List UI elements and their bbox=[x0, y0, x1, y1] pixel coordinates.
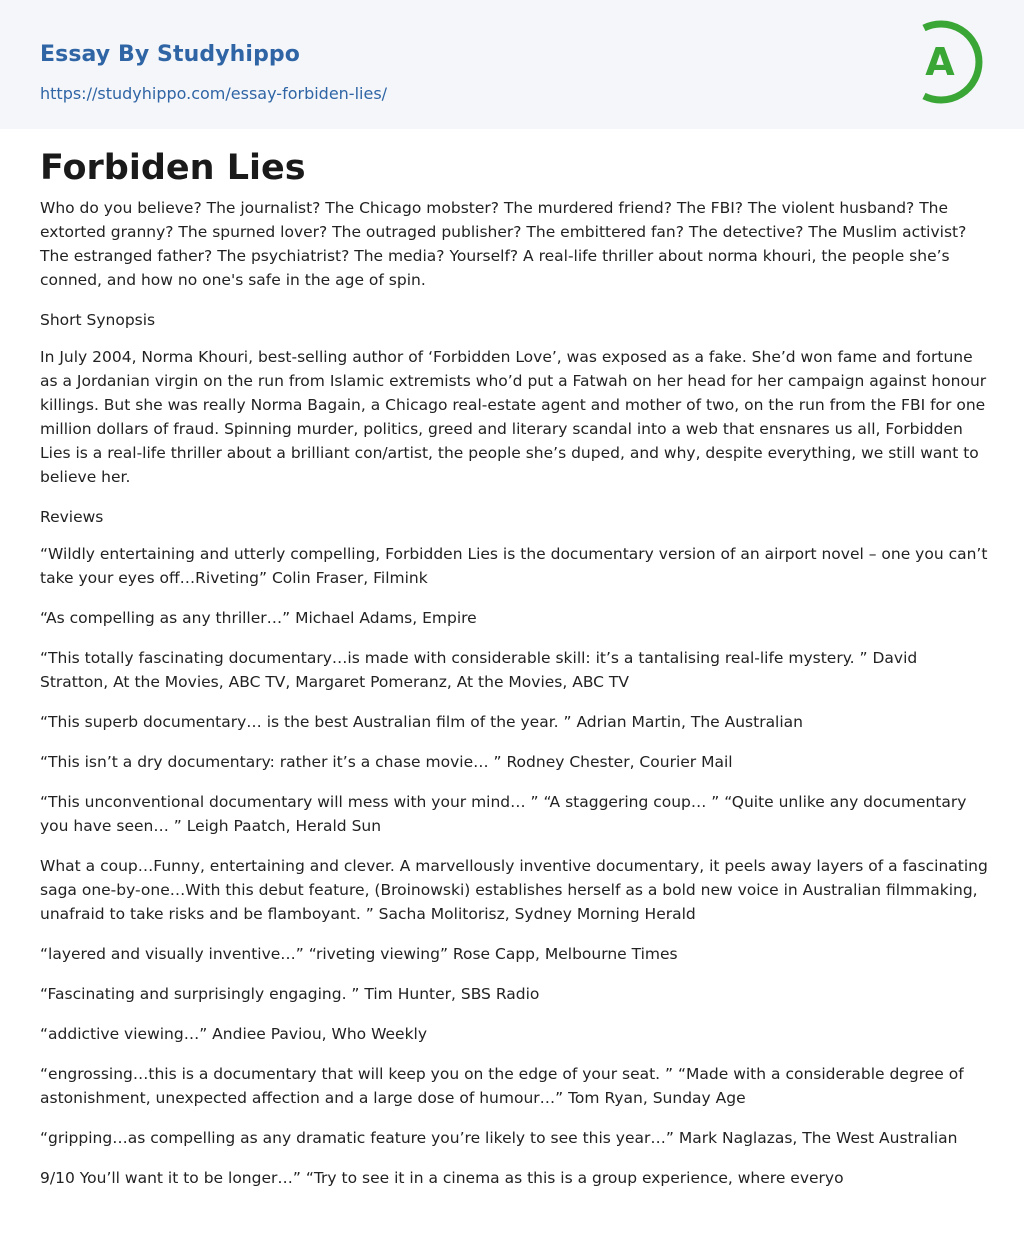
review-paragraph: “Wildly entertaining and utterly compelling, Forbidden Lies is the documentary version of an airport novel – one you can’t take your eyes off…Riveting” Colin Fraser, Filmink bbox=[40, 545, 988, 587]
review-paragraph: “Fascinating and surprisingly engaging. ” Tim Hunter, SBS Radio bbox=[40, 985, 540, 1003]
review-paragraph: “engrossing…this is a documentary that will keep you on the edge of your seat. ” “Made with a considerable degree of astonishment, unexpected affection and a large dose of humour…” Tom Ryan, Sunday Age bbox=[40, 1065, 964, 1107]
synopsis-paragraph: In July 2004, Norma Khouri, best-selling author of ‘Forbidden Love’, was exposed as a fake. She’d won fame and fortune as a Jordanian virgin on the run from Islamic extremists who’d put a Fatwah on her head for her campaign against honour killings. But she was really Norma Bagain, a Chicago real-estate agent and mother of two, on the run from the FBI for one million dollars of fraud. Spinning murder, politics, greed and literary scandal into a web that ensnares us all, Forbidden Lies is a real-life thriller about a brilliant con/artist, the people she’s duped, and why, despite everything, we still want to believe her. bbox=[40, 348, 987, 486]
synopsis-heading: Short Synopsis bbox=[40, 311, 156, 329]
review-paragraph: “This totally fascinating documentary…is made with considerable skill: it’s a tantalising real-life mystery. ” David Stratton, At the Movies, ABC TV, Margaret Pomeranz, At the Movies, ABC TV bbox=[40, 649, 918, 691]
review-paragraph: “layered and visually inventive…” “riveting viewing” Rose Capp, Melbourne Times bbox=[40, 945, 678, 963]
article bbox=[40, 146, 988, 1206]
review-paragraph: What a coup…Funny, entertaining and clever. A marvellously inventive documentary, it peels away layers of a fascinating saga one-by-one…With this debut feature, (Broinowski) establishes herself as a bold new voice in Australian filmmaking, unafraid to take risks and be flamboyant. ” Sacha Molitorisz, Sydney Morning Herald bbox=[40, 857, 988, 923]
review-paragraph: “This isn’t a dry documentary: rather it’s a chase movie… ” Rodney Chester, Courier Mail bbox=[40, 753, 733, 771]
review-paragraph: 9/10 You’ll want it to be longer…” “Try to see it in a cinema as this is a group experience, where everyo bbox=[40, 1169, 844, 1187]
review-paragraph: “As compelling as any thriller…” Michael Adams, Empire bbox=[40, 609, 477, 627]
site-title[interactable]: Essay By Studyhippo bbox=[40, 42, 300, 67]
review-paragraph: “This superb documentary… is the best Australian film of the year. ” Adrian Martin, The Australian bbox=[40, 713, 803, 731]
source-url-link[interactable]: https://studyhippo.com/essay-forbiden-lies/ bbox=[40, 84, 388, 103]
site-header bbox=[0, 0, 1024, 129]
intro-paragraph: Who do you believe? The journalist? The Chicago mobster? The murdered friend? The FBI? The violent husband? The extorted granny? The spurned lover? The outraged publisher? The embittered fan? The detective? The Muslim activist? The estranged father? The psychiatrist? The media? Yourself? A real-life thriller about norma khouri, the people she’s conned, and how no one's safe in the age of spin. bbox=[40, 199, 967, 289]
studyhippo-logo-icon[interactable] bbox=[910, 18, 988, 106]
logo-letter: A bbox=[925, 40, 955, 84]
review-paragraph: “addictive viewing…” Andiee Paviou, Who Weekly bbox=[40, 1025, 428, 1043]
reviews-heading: Reviews bbox=[40, 508, 104, 526]
review-paragraph: “gripping…as compelling as any dramatic feature you’re likely to see this year…” Mark Naglazas, The West Australian bbox=[40, 1129, 958, 1147]
page-title: Forbiden Lies bbox=[40, 148, 306, 188]
review-paragraph: “This unconventional documentary will mess with your mind… ” “A staggering coup… ” “Quite unlike any documentary you have seen… ” Leigh Paatch, Herald Sun bbox=[40, 793, 967, 835]
